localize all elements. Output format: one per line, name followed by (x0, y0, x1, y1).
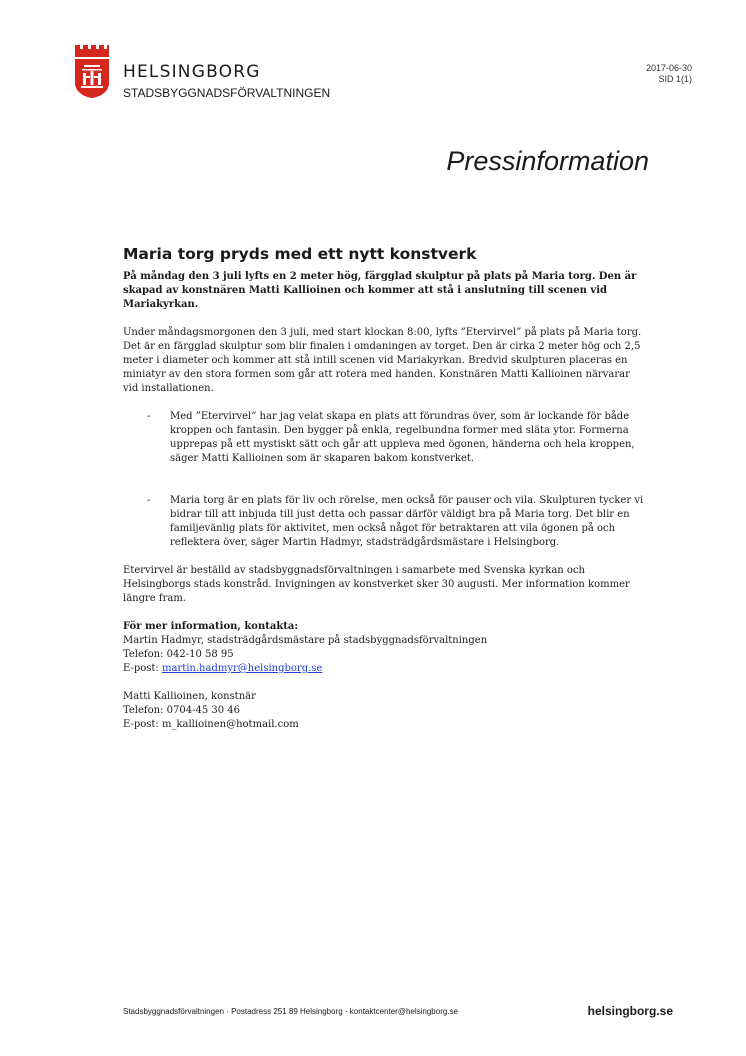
contact-email: E-post: m_kallioinen@hotmail.com (123, 719, 299, 730)
quote-text: Med ”Etervirvel” har jag velat skapa en plats att förundras över, som är lockande för både kroppen och fantasin. Den bygger på enkla, regelbundna former med släta ytor. Formerna upprepas på ett mystiskt sätt och går att uppleva med ögonen, händerna och hela kroppen, säger Matti Kallioinen som är skaparen bakom konstverket. (170, 411, 635, 464)
contact-section (123, 620, 648, 732)
contact-name: Matti Kallioinen, konstnär (123, 691, 256, 702)
organization-name: HELSINGBORG (123, 62, 261, 82)
contact-email-line (123, 662, 648, 676)
page-number: SID 1(1) (658, 74, 692, 84)
quote-block (123, 494, 648, 550)
article-lead: På måndag den 3 juli lyfts en 2 meter hög, färgglad skulptur på plats på Maria torg. Den är skapad av konstnären Matti Kallioinen och kommer att stå i anslutning till scenen vid Mariakyrkan. (123, 271, 637, 310)
footer-website: helsingborg.se (587, 1004, 673, 1018)
dash-bullet: - (147, 495, 151, 506)
article-body (123, 244, 648, 732)
document-date: 2017-06-30 (645, 63, 692, 73)
email-label: E-post: (123, 663, 162, 674)
quote-text: Maria torg är en plats för liv och rörelse, men också för pauser och vila. Skulpturen tycker vi bidrar till att inbjuda till just detta och passar därför väldigt bra på Maria torg. Det blir en familjevänlig plats för aktivitet, men också något för betraktaren att vila ögonen på och reflektera över, säger Martin Hadmyr, stadsträdgårdsmästare i Helsingborg. (170, 495, 644, 548)
contact-phone: Telefon: 042-10 58 95 (123, 649, 234, 660)
dash-bullet: - (147, 411, 151, 422)
helsingborg-crest-logo (74, 43, 110, 99)
quote-block (123, 410, 648, 466)
department-name: STADSBYGGNADSFÖRVALTNINGEN (123, 86, 331, 100)
article-paragraph: Etervirvel är beställd av stadsbyggnadsförvaltningen i samarbete med Svenska kyrkan och Helsingborgs stads konstråd. Invigningen av konstverket sker 30 augusti. Mer information kommer längre fram. (123, 565, 630, 604)
document-meta (646, 63, 692, 85)
email-link[interactable]: martin.hadmyr@helsingborg.se (161, 663, 323, 674)
contact-phone: Telefon: 0704-45 30 46 (123, 705, 240, 716)
contact-heading: För mer information, kontakta: (123, 621, 299, 632)
contact-name: Martin Hadmyr, stadsträdgårdsmästare på stadsbyggnadsförvaltningen (123, 635, 488, 646)
document-type-title: Pressinformation (446, 146, 649, 176)
article-headline: Maria torg pryds med ett nytt konstverk (123, 245, 477, 263)
footer-address: Stadsbyggnadsförvaltningen · Postadress 251 89 Helsingborg · kontaktcenter@helsingborg.se (123, 1007, 458, 1016)
article-paragraph: Under måndagsmorgonen den 3 juli, med start klockan 8:00, lyfts ”Etervirvel” på plats på Maria torg. Det är en färgglad skulptur som blir finalen i omdaningen av torget. Den är cirka 2 meter hög och 2,5 meter i diameter och kommer att stå intill scenen vid Mariakyrkan. Bredvid skulpturen placeras en miniatyr av den stora formen som går att rotera med handen. Konstnären Matti Kallioinen närvarar vid installationen. (123, 327, 642, 394)
